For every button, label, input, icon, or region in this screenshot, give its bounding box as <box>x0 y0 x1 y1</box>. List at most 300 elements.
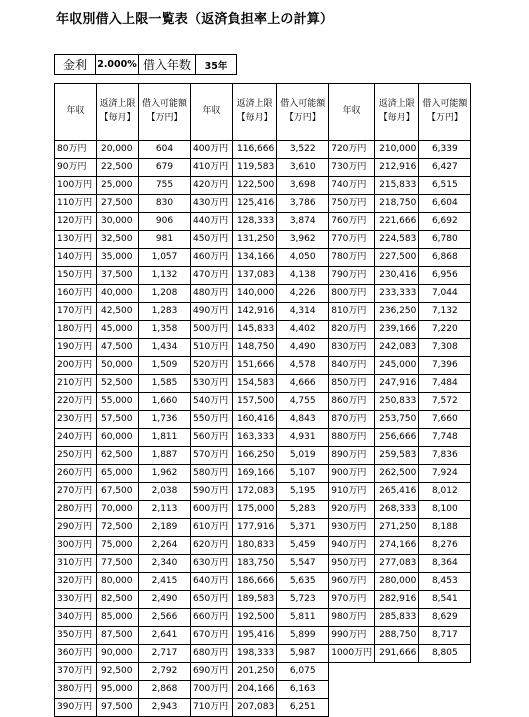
borrow-amount-cell: 4,314 <box>277 303 329 321</box>
header-income <box>191 84 233 141</box>
monthly-limit-cell: 204,166 <box>233 681 277 699</box>
income-cell: 230万円 <box>55 411 97 429</box>
header-income <box>329 84 375 141</box>
monthly-limit-cell: 55,000 <box>97 393 139 411</box>
monthly-limit-cell: 277,083 <box>375 555 419 573</box>
monthly-limit-cell: 157,500 <box>233 393 277 411</box>
income-cell: 460万円 <box>191 249 233 267</box>
header-amount-label: 【万円】 <box>146 113 183 123</box>
borrow-amount-cell: 4,843 <box>277 411 329 429</box>
income-cell: 510万円 <box>191 339 233 357</box>
page-title: 年収別借入上限一覧表（返済負担率上の計算） <box>56 12 334 27</box>
monthly-limit-cell: 116,666 <box>233 141 277 159</box>
header-amount-label: 借入可能額 <box>280 99 326 110</box>
borrow-amount-cell: 1,434 <box>139 339 191 357</box>
monthly-limit-cell: 259,583 <box>375 447 419 465</box>
monthly-limit-cell: 186,666 <box>233 573 277 591</box>
monthly-limit-cell: 131,250 <box>233 231 277 249</box>
header-income-label: 年収 <box>342 106 361 117</box>
borrow-amount-cell: 5,987 <box>277 645 329 663</box>
income-cell: 300万円 <box>55 537 97 555</box>
header-income-label: 年収 <box>66 106 85 117</box>
monthly-limit-cell: 274,166 <box>375 537 419 555</box>
monthly-limit-cell: 87,500 <box>97 627 139 645</box>
header-monthly-label: 【毎月】 <box>99 113 136 123</box>
borrow-amount-cell: 5,811 <box>277 609 329 627</box>
income-cell: 200万円 <box>55 357 97 375</box>
borrow-amount-cell: 5,107 <box>277 465 329 483</box>
header-amount <box>419 84 471 141</box>
empty-cell <box>329 699 375 717</box>
monthly-limit-cell: 212,916 <box>375 159 419 177</box>
table-row <box>55 321 471 339</box>
monthly-limit-cell: 163,333 <box>233 429 277 447</box>
income-cell: 250万円 <box>55 447 97 465</box>
income-cell: 870万円 <box>329 411 375 429</box>
monthly-limit-cell: 77,500 <box>97 555 139 573</box>
borrow-amount-cell: 6,339 <box>419 141 471 159</box>
borrow-amount-cell: 3,874 <box>277 213 329 231</box>
income-cell: 610万円 <box>191 519 233 537</box>
borrow-amount-cell: 2,113 <box>139 501 191 519</box>
borrow-amount-cell: 8,717 <box>419 627 471 645</box>
table-row <box>55 411 471 429</box>
monthly-limit-cell: 35,000 <box>97 249 139 267</box>
borrow-amount-cell: 8,453 <box>419 573 471 591</box>
borrow-amount-cell: 981 <box>139 231 191 249</box>
empty-cell <box>375 663 419 681</box>
borrow-amount-cell: 1,736 <box>139 411 191 429</box>
income-cell: 310万円 <box>55 555 97 573</box>
income-cell: 240万円 <box>55 429 97 447</box>
monthly-limit-cell: 20,000 <box>97 141 139 159</box>
header-monthly-label: 【毎月】 <box>236 113 273 123</box>
borrow-amount-cell: 6,515 <box>419 177 471 195</box>
borrow-amount-cell: 6,163 <box>277 681 329 699</box>
income-cell: 910万円 <box>329 483 375 501</box>
rate-value: 2.000% <box>96 55 139 75</box>
monthly-limit-cell: 256,666 <box>375 429 419 447</box>
monthly-limit-cell: 177,916 <box>233 519 277 537</box>
income-cell: 370万円 <box>55 663 97 681</box>
borrow-amount-cell: 4,931 <box>277 429 329 447</box>
income-cell: 450万円 <box>191 231 233 249</box>
table-row <box>55 159 471 177</box>
table-row <box>55 699 471 717</box>
header-income <box>55 84 97 141</box>
income-cell: 140万円 <box>55 249 97 267</box>
header-monthly <box>233 84 277 141</box>
borrow-amount-cell: 1,208 <box>139 285 191 303</box>
header-income-label: 年収 <box>202 106 221 117</box>
monthly-limit-cell: 119,583 <box>233 159 277 177</box>
table-row <box>55 429 471 447</box>
borrow-amount-cell: 7,748 <box>419 429 471 447</box>
monthly-limit-cell: 253,750 <box>375 411 419 429</box>
header-amount-label: 【万円】 <box>284 113 321 123</box>
borrow-amount-cell: 7,836 <box>419 447 471 465</box>
income-cell: 400万円 <box>191 141 233 159</box>
income-cell: 160万円 <box>55 285 97 303</box>
monthly-limit-cell: 221,666 <box>375 213 419 231</box>
income-cell: 90万円 <box>55 159 97 177</box>
borrow-amount-cell: 679 <box>139 159 191 177</box>
monthly-limit-cell: 57,500 <box>97 411 139 429</box>
monthly-limit-cell: 236,250 <box>375 303 419 321</box>
monthly-limit-cell: 80,000 <box>97 573 139 591</box>
monthly-limit-cell: 285,833 <box>375 609 419 627</box>
monthly-limit-cell: 250,833 <box>375 393 419 411</box>
monthly-limit-cell: 166,250 <box>233 447 277 465</box>
monthly-limit-cell: 45,000 <box>97 321 139 339</box>
monthly-limit-cell: 262,500 <box>375 465 419 483</box>
borrow-amount-cell: 2,189 <box>139 519 191 537</box>
borrow-amount-cell: 8,100 <box>419 501 471 519</box>
income-cell: 180万円 <box>55 321 97 339</box>
borrow-amount-cell: 4,755 <box>277 393 329 411</box>
monthly-limit-cell: 82,500 <box>97 591 139 609</box>
empty-cell <box>375 681 419 699</box>
borrow-amount-cell: 2,566 <box>139 609 191 627</box>
borrow-amount-cell: 755 <box>139 177 191 195</box>
borrow-amount-cell: 1,132 <box>139 267 191 285</box>
borrow-amount-cell: 8,188 <box>419 519 471 537</box>
monthly-limit-cell: 90,000 <box>97 645 139 663</box>
monthly-limit-cell: 148,750 <box>233 339 277 357</box>
monthly-limit-cell: 25,000 <box>97 177 139 195</box>
income-cell: 680万円 <box>191 645 233 663</box>
borrow-amount-cell: 8,541 <box>419 591 471 609</box>
borrow-amount-cell: 2,717 <box>139 645 191 663</box>
monthly-limit-cell: 224,583 <box>375 231 419 249</box>
table-row <box>55 177 471 195</box>
income-cell: 670万円 <box>191 627 233 645</box>
empty-cell <box>419 699 471 717</box>
monthly-limit-cell: 122,500 <box>233 177 277 195</box>
monthly-limit-cell: 280,000 <box>375 573 419 591</box>
monthly-limit-cell: 142,916 <box>233 303 277 321</box>
income-cell: 560万円 <box>191 429 233 447</box>
borrow-amount-cell: 6,427 <box>419 159 471 177</box>
table-row <box>55 285 471 303</box>
borrow-amount-cell: 1,962 <box>139 465 191 483</box>
income-cell: 650万円 <box>191 591 233 609</box>
income-cell: 930万円 <box>329 519 375 537</box>
borrow-amount-cell: 830 <box>139 195 191 213</box>
borrow-amount-cell: 2,490 <box>139 591 191 609</box>
income-cell: 120万円 <box>55 213 97 231</box>
borrow-amount-cell: 8,012 <box>419 483 471 501</box>
header-monthly-label: 返済上限 <box>99 99 136 110</box>
table-row <box>55 213 471 231</box>
borrow-amount-cell: 7,308 <box>419 339 471 357</box>
borrow-amount-cell: 2,641 <box>139 627 191 645</box>
borrow-amount-cell: 4,050 <box>277 249 329 267</box>
income-cell: 130万円 <box>55 231 97 249</box>
header-amount <box>277 84 329 141</box>
table-row <box>55 447 471 465</box>
table-row <box>55 393 471 411</box>
empty-cell <box>329 663 375 681</box>
monthly-limit-cell: 52,500 <box>97 375 139 393</box>
income-cell: 280万円 <box>55 501 97 519</box>
income-cell: 520万円 <box>191 357 233 375</box>
monthly-limit-cell: 180,833 <box>233 537 277 555</box>
borrow-amount-cell: 2,943 <box>139 699 191 717</box>
table-row <box>55 267 471 285</box>
monthly-limit-cell: 40,000 <box>97 285 139 303</box>
term-value: 35年 <box>196 55 237 75</box>
income-cell: 940万円 <box>329 537 375 555</box>
income-cell: 530万円 <box>191 375 233 393</box>
borrow-amount-cell: 906 <box>139 213 191 231</box>
income-cell: 660万円 <box>191 609 233 627</box>
income-cell: 890万円 <box>329 447 375 465</box>
income-cell: 730万円 <box>329 159 375 177</box>
table-row <box>55 249 471 267</box>
table-row <box>55 501 471 519</box>
income-cell: 810万円 <box>329 303 375 321</box>
empty-cell <box>329 681 375 699</box>
income-cell: 550万円 <box>191 411 233 429</box>
borrow-amount-cell: 2,868 <box>139 681 191 699</box>
monthly-limit-cell: 218,750 <box>375 195 419 213</box>
table-row <box>55 555 471 573</box>
income-cell: 980万円 <box>329 609 375 627</box>
borrow-amount-cell: 5,371 <box>277 519 329 537</box>
income-cell: 540万円 <box>191 393 233 411</box>
monthly-limit-cell: 32,500 <box>97 231 139 249</box>
monthly-limit-cell: 30,000 <box>97 213 139 231</box>
monthly-limit-cell: 247,916 <box>375 375 419 393</box>
header-monthly-label: 返済上限 <box>236 99 273 110</box>
monthly-limit-cell: 70,000 <box>97 501 139 519</box>
income-cell: 700万円 <box>191 681 233 699</box>
income-cell: 410万円 <box>191 159 233 177</box>
income-cell: 270万円 <box>55 483 97 501</box>
monthly-limit-cell: 160,416 <box>233 411 277 429</box>
monthly-limit-cell: 50,000 <box>97 357 139 375</box>
borrow-amount-cell: 7,572 <box>419 393 471 411</box>
monthly-limit-cell: 128,333 <box>233 213 277 231</box>
borrow-amount-cell: 4,402 <box>277 321 329 339</box>
monthly-limit-cell: 291,666 <box>375 645 419 663</box>
income-cell: 210万円 <box>55 375 97 393</box>
income-cell: 490万円 <box>191 303 233 321</box>
income-cell: 470万円 <box>191 267 233 285</box>
monthly-limit-cell: 172,083 <box>233 483 277 501</box>
borrow-amount-cell: 2,340 <box>139 555 191 573</box>
table-row <box>55 303 471 321</box>
income-cell: 340万円 <box>55 609 97 627</box>
borrow-amount-cell: 604 <box>139 141 191 159</box>
income-cell: 690万円 <box>191 663 233 681</box>
income-cell: 780万円 <box>329 249 375 267</box>
table-row <box>55 339 471 357</box>
table-row <box>55 195 471 213</box>
table-row <box>55 573 471 591</box>
monthly-limit-cell: 154,583 <box>233 375 277 393</box>
income-cell: 790万円 <box>329 267 375 285</box>
monthly-limit-cell: 42,500 <box>97 303 139 321</box>
income-cell: 770万円 <box>329 231 375 249</box>
monthly-limit-cell: 282,916 <box>375 591 419 609</box>
income-cell: 320万円 <box>55 573 97 591</box>
monthly-limit-cell: 95,000 <box>97 681 139 699</box>
borrow-amount-cell: 7,924 <box>419 465 471 483</box>
table-row <box>55 231 471 249</box>
borrow-amount-cell: 1,358 <box>139 321 191 339</box>
monthly-limit-cell: 92,500 <box>97 663 139 681</box>
table-row <box>55 519 471 537</box>
monthly-limit-cell: 60,000 <box>97 429 139 447</box>
borrow-amount-cell: 3,522 <box>277 141 329 159</box>
income-cell: 850万円 <box>329 375 375 393</box>
income-cell: 150万円 <box>55 267 97 285</box>
borrow-amount-cell: 1,585 <box>139 375 191 393</box>
income-cell: 80万円 <box>55 141 97 159</box>
income-cell: 990万円 <box>329 627 375 645</box>
monthly-limit-cell: 151,666 <box>233 357 277 375</box>
monthly-limit-cell: 239,166 <box>375 321 419 339</box>
borrow-amount-cell: 2,264 <box>139 537 191 555</box>
borrow-amount-cell: 3,786 <box>277 195 329 213</box>
header-amount <box>139 84 191 141</box>
borrow-amount-cell: 4,490 <box>277 339 329 357</box>
income-cell: 740万円 <box>329 177 375 195</box>
empty-cell <box>419 681 471 699</box>
income-cell: 260万円 <box>55 465 97 483</box>
table-row <box>55 465 471 483</box>
monthly-limit-cell: 72,500 <box>97 519 139 537</box>
borrow-amount-cell: 8,364 <box>419 555 471 573</box>
income-cell: 390万円 <box>55 699 97 717</box>
monthly-limit-cell: 288,750 <box>375 627 419 645</box>
income-cell: 480万円 <box>191 285 233 303</box>
borrow-amount-cell: 7,220 <box>419 321 471 339</box>
income-cell: 430万円 <box>191 195 233 213</box>
income-cell: 380万円 <box>55 681 97 699</box>
monthly-limit-cell: 192,500 <box>233 609 277 627</box>
monthly-limit-cell: 201,250 <box>233 663 277 681</box>
monthly-limit-cell: 189,583 <box>233 591 277 609</box>
income-cell: 750万円 <box>329 195 375 213</box>
income-cell: 290万円 <box>55 519 97 537</box>
monthly-limit-cell: 47,500 <box>97 339 139 357</box>
income-cell: 880万円 <box>329 429 375 447</box>
monthly-limit-cell: 140,000 <box>233 285 277 303</box>
income-cell: 840万円 <box>329 357 375 375</box>
monthly-limit-cell: 198,333 <box>233 645 277 663</box>
income-cell: 590万円 <box>191 483 233 501</box>
income-cell: 350万円 <box>55 627 97 645</box>
borrow-amount-cell: 2,038 <box>139 483 191 501</box>
borrow-amount-cell: 4,578 <box>277 357 329 375</box>
borrow-amount-cell: 3,962 <box>277 231 329 249</box>
income-cell: 100万円 <box>55 177 97 195</box>
borrow-amount-cell: 3,610 <box>277 159 329 177</box>
borrow-amount-cell: 5,195 <box>277 483 329 501</box>
income-cell: 630万円 <box>191 555 233 573</box>
monthly-limit-cell: 27,500 <box>97 195 139 213</box>
header-monthly-label: 返済上限 <box>378 99 415 110</box>
table-row <box>55 537 471 555</box>
table-row <box>55 609 471 627</box>
monthly-limit-cell: 233,333 <box>375 285 419 303</box>
income-cell: 190万円 <box>55 339 97 357</box>
income-limit-table <box>54 83 471 717</box>
borrow-amount-cell: 6,692 <box>419 213 471 231</box>
borrow-amount-cell: 1,283 <box>139 303 191 321</box>
income-cell: 170万円 <box>55 303 97 321</box>
borrow-amount-cell: 5,899 <box>277 627 329 645</box>
table-row <box>55 627 471 645</box>
monthly-limit-cell: 175,000 <box>233 501 277 519</box>
borrow-amount-cell: 5,019 <box>277 447 329 465</box>
table-header-row <box>55 84 471 141</box>
monthly-limit-cell: 137,083 <box>233 267 277 285</box>
income-cell: 600万円 <box>191 501 233 519</box>
monthly-limit-cell: 207,083 <box>233 699 277 717</box>
borrow-amount-cell: 1,811 <box>139 429 191 447</box>
borrow-amount-cell: 6,251 <box>277 699 329 717</box>
income-cell: 570万円 <box>191 447 233 465</box>
monthly-limit-cell: 125,416 <box>233 195 277 213</box>
table-row <box>55 663 471 681</box>
borrow-amount-cell: 6,868 <box>419 249 471 267</box>
income-cell: 330万円 <box>55 591 97 609</box>
borrow-amount-cell: 5,723 <box>277 591 329 609</box>
table-row <box>55 357 471 375</box>
borrow-amount-cell: 5,635 <box>277 573 329 591</box>
income-cell: 640万円 <box>191 573 233 591</box>
borrow-amount-cell: 2,415 <box>139 573 191 591</box>
income-cell: 720万円 <box>329 141 375 159</box>
income-cell: 830万円 <box>329 339 375 357</box>
monthly-limit-cell: 245,000 <box>375 357 419 375</box>
header-amount-label: 借入可能額 <box>422 99 468 110</box>
borrow-amount-cell: 7,396 <box>419 357 471 375</box>
borrow-amount-cell: 4,138 <box>277 267 329 285</box>
borrow-amount-cell: 1,660 <box>139 393 191 411</box>
header-amount-label: 【万円】 <box>426 113 463 123</box>
monthly-limit-cell: 271,250 <box>375 519 419 537</box>
table-row <box>55 645 471 663</box>
income-cell: 360万円 <box>55 645 97 663</box>
borrow-amount-cell: 8,805 <box>419 645 471 663</box>
borrow-amount-cell: 7,132 <box>419 303 471 321</box>
monthly-limit-cell: 134,166 <box>233 249 277 267</box>
borrow-amount-cell: 7,660 <box>419 411 471 429</box>
income-cell: 1000万円 <box>329 645 375 663</box>
borrow-amount-cell: 6,780 <box>419 231 471 249</box>
monthly-limit-cell: 169,166 <box>233 465 277 483</box>
monthly-limit-cell: 265,416 <box>375 483 419 501</box>
borrow-amount-cell: 1,057 <box>139 249 191 267</box>
income-cell: 710万円 <box>191 699 233 717</box>
table-row <box>55 483 471 501</box>
monthly-limit-cell: 67,500 <box>97 483 139 501</box>
borrow-amount-cell: 6,604 <box>419 195 471 213</box>
monthly-limit-cell: 97,500 <box>97 699 139 717</box>
empty-cell <box>419 663 471 681</box>
header-monthly <box>97 84 139 141</box>
income-cell: 500万円 <box>191 321 233 339</box>
income-cell: 860万円 <box>329 393 375 411</box>
income-cell: 960万円 <box>329 573 375 591</box>
rate-label: 金利 <box>55 55 96 75</box>
income-cell: 900万円 <box>329 465 375 483</box>
